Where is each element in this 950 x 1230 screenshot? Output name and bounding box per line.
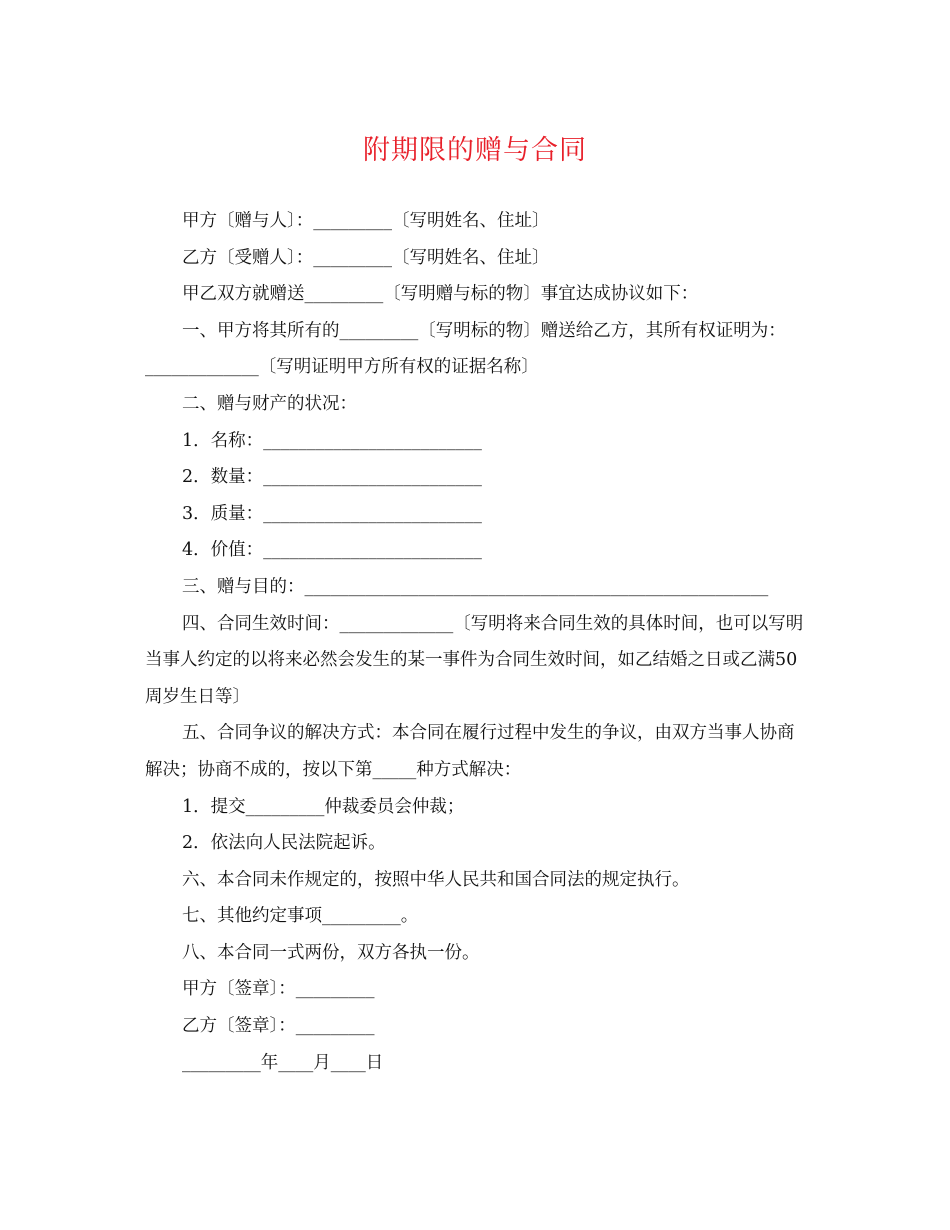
clause-2-item-value: 4．价值：_________________________ bbox=[182, 540, 482, 561]
clause-6: 六、本合同未作规定的，按照中华人民共和国合同法的规定执行。 bbox=[182, 869, 690, 890]
clause-5-option-2: 2．依法向人民法院起诉。 bbox=[182, 833, 386, 854]
party-a-line: 甲方〔赠与人〕：_________〔写明姓名、住址〕 bbox=[182, 211, 550, 231]
document-title: 附期限的赠与合同 bbox=[363, 135, 587, 166]
clause-5-option-1: 1．提交_________仲裁委员会仲裁； bbox=[182, 796, 465, 817]
clause-2-item-quantity: 2．数量：_________________________ bbox=[182, 467, 482, 488]
clause-5: 五、合同争议的解决方式：本合同在履行过程中发生的争议，由双方当事人协商解决；协商不成的，按以下第_____种方式解决： bbox=[145, 723, 795, 780]
clause-3: 三、赠与目的：_____________________________________________________ bbox=[182, 576, 769, 597]
party-a-signature: 甲方〔签章〕：_________ bbox=[182, 979, 375, 1000]
clause-7: 七、其他约定事项_________。 bbox=[182, 906, 419, 927]
clause-2-heading: 二、赠与财产的状况： bbox=[182, 393, 357, 414]
party-b-line: 乙方〔受赠人〕：_________〔写明姓名、住址〕 bbox=[182, 247, 550, 268]
clause-8: 八、本合同一式两份，双方各执一份。 bbox=[182, 942, 480, 963]
clause-2-item-name: 1．名称：_________________________ bbox=[182, 430, 482, 451]
date-line: _________年____月____日 bbox=[182, 1052, 384, 1073]
contract-body bbox=[145, 203, 810, 1081]
clause-1: 一、甲方将其所有的_________〔写明标的物〕赠送给乙方，其所有权证明为：_____________〔写明证明甲方所有权的证据名称〕 bbox=[145, 320, 786, 378]
clause-2-item-quality: 3．质量：_________________________ bbox=[182, 503, 482, 524]
clause-4: 四、合同生效时间：_____________〔写明将来合同生效的具体时间，也可以写明当事人约定的以将来必然会发生的某一事件为合同生效时间，如乙结婚之日或乙满50周岁生日等〕 bbox=[145, 613, 804, 707]
party-b-signature: 乙方〔签章〕：_________ bbox=[182, 1016, 375, 1037]
agreement-intro: 甲乙双方就赠送_________〔写明赠与标的物〕事宜达成协议如下： bbox=[182, 284, 699, 305]
